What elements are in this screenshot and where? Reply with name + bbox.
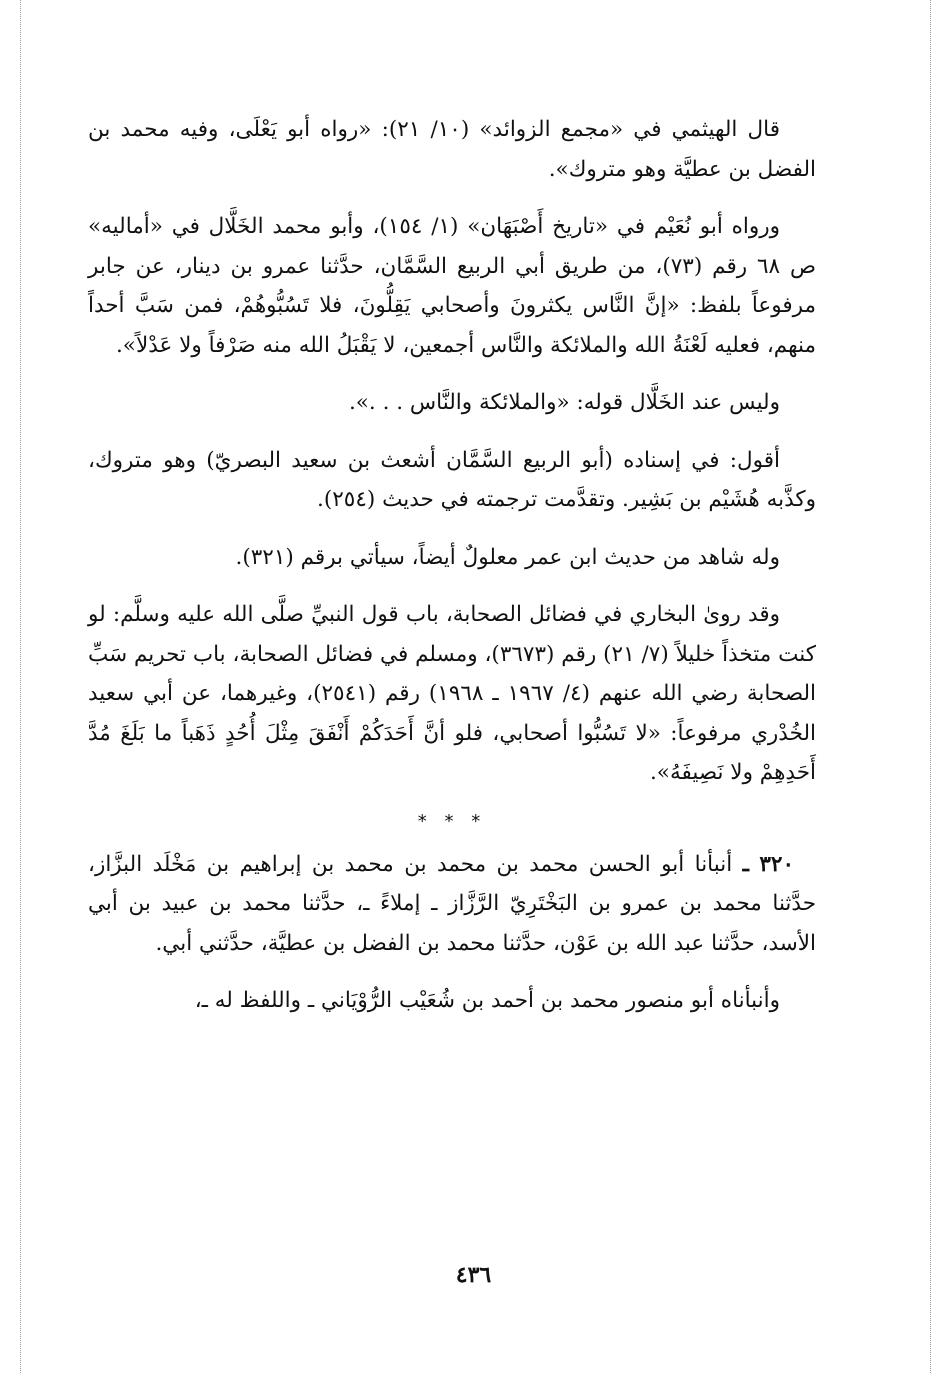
right-margin-guide: [930, 0, 931, 1373]
hadith-number: ٣٢٠: [759, 851, 794, 877]
paragraph-shahid: وله شاهد من حديث ابن عمر معلولٌ أيضاً، سيأتي برقم (٣٢١).: [235, 544, 780, 570]
hadith-isnad: أنبأنا أبو الحسن محمد بن محمد بن محمد بن إبراهيم بن مَخْلَد البزَّاز، حدَّثنا محمد بن عمرو بن البَخْتَرِيّ الرَّزَّاز ـ إملاءً ـ، حدَّثنا محمد بن عبيد بن أبي الأسد، حدَّثنا عبد الله بن عَوْن، حدَّثنا محمد بن الفضل بن عطيَّة، حدَّثني أبي.: [88, 851, 816, 956]
paragraph-bukhari: وقد روىٰ البخاري في فضائل الصحابة، باب قول النبيِّ صلَّى الله عليه وسلَّم: لو كنت متخذاً خليلاً (٧/ ٢١) رقم (٣٦٧٣)، ومسلم في فضائل الصحابة، باب تحريم سَبِّ الصحابة رضي الله عنهم (٤/ ١٩٦٧ ـ ١٩٦٨) رقم (٢٥٤١)، وغيرهما، عن أبي سعيد الخُدْري مرفوعاً: «لا تَسُبُّوا أصحابي، فلو أنَّ أَحَدَكُمْ أَنْفَقَ مِثْلَ أُحُدٍ ذَهَباً ما بَلَغَ مُدَّ أَحَدِهِمْ ولا نَصِيفَهُ».: [88, 602, 817, 785]
hadith-entry: [88, 845, 816, 964]
paragraph-khallal: وليس عند الخَلَّال قوله: «والملائكة والنَّاس . . .».: [348, 390, 780, 415]
paragraph-haythami: قال الهيثمي في «مجمع الزوائد» (١٠/ ٢١): «رواه أبو يَعْلَى، وفيه محمد بن الفضل بن عطيَّة وهو متروك».: [88, 117, 816, 182]
hadith-dash: ـ: [742, 851, 749, 877]
page-number: ٤٣٦: [455, 1262, 492, 1288]
paragraph-anbaanahu: وأنبأناه أبو منصور محمد بن أحمد بن شُعَيْب الرُّوْيَاني ـ واللفظ له ـ،: [194, 988, 780, 1013]
paragraph-abu-nuaym: ورواه أبو نُعَيْم في «تاريخ أَصْبَهَان» (١/ ١٥٤)، وأبو محمد الخَلَّال في «أماليه» ص ٦٨ رقم (٧٣)، من طريق أبي الربيع السَّمَّان، حدَّثنا عمرو بن دينار، عن جابر مرفوعاً بلفظ: «إنَّ النَّاس يكثرونَ وأصحابي يَقِلُّونَ، فلا تَسُبُّوهُمْ، فمن سَبَّ أحداً منهم، فعليه لَعْنَةُ الله والملائكة والنَّاس أجمعين، لا يَقْبَلُ الله منه صَرْفاً ولا عَدْلاً».: [88, 214, 816, 358]
section-separator: * * *: [417, 810, 487, 832]
left-margin-guide: [20, 0, 21, 1373]
page-body: [88, 110, 816, 1039]
paragraph-aqul: أقول: في إسناده (أبو الربيع السَّمَّان أشعث بن سعيد البصريّ) وهو متروك، وكذَّبه هُشَيْم بن بَشِير. وتقدَّمت ترجمته في حديث (٢٥٤).: [88, 447, 816, 512]
